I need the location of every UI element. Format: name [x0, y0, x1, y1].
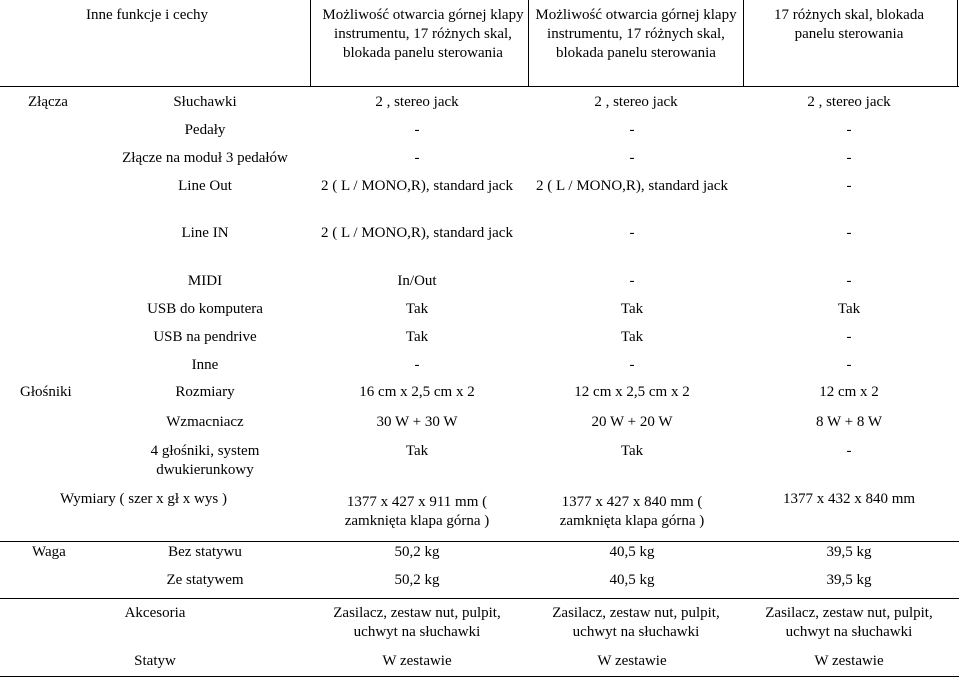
cell-bezstatywu-2: 40,5 kg — [609, 544, 655, 560]
cell-zestatywem-2: 40,5 kg — [609, 572, 655, 588]
cell-statyw-2: W zestawie — [597, 653, 667, 669]
cell-wymiary-2: 1377 x 427 x 840 mm ( zamknięta klapa górna ) — [559, 494, 705, 529]
cell-statyw-3: W zestawie — [814, 653, 884, 669]
cell-lineout-1: 2 ( L / MONO,R), standard jack — [321, 178, 513, 194]
section-label-glosniki: Głośniki — [20, 384, 72, 400]
header-divider-2 — [528, 0, 529, 86]
cell-glosniki4-3: - — [846, 443, 852, 459]
header-col3: 17 różnych skal, blokada panelu sterowania — [774, 7, 924, 42]
cell-rozmiary-2: 12 cm x 2,5 cm x 2 — [574, 384, 690, 400]
cell-wzmacniacz-2: 20 W + 20 W — [591, 414, 673, 430]
section-label-waga: Waga — [32, 544, 66, 560]
cell-inne-3: - — [846, 357, 852, 373]
cell-sluchawki-3: 2 , stereo jack — [807, 94, 891, 110]
cell-modul-2: - — [629, 150, 635, 166]
cell-usbpen-1: Tak — [405, 329, 429, 345]
cell-glosniki4-1: Tak — [405, 443, 429, 459]
cell-glosniki4-2: Tak — [620, 443, 644, 459]
cell-wzmacniacz-1: 30 W + 30 W — [376, 414, 458, 430]
row-label-usbpc: USB do komputera — [147, 301, 263, 317]
cell-akcesoria-1: Zasilacz, zestaw nut, pulpit, uchwyt na słuchawki — [333, 605, 501, 640]
cell-linein-1: 2 ( L / MONO,R), standard jack — [321, 225, 513, 241]
row-label-zestatywem: Ze statywem — [166, 572, 244, 588]
cell-statyw-1: W zestawie — [382, 653, 452, 669]
cell-rozmiary-1: 16 cm x 2,5 cm x 2 — [359, 384, 475, 400]
row-label-bezstatywu: Bez statywu — [168, 544, 242, 560]
cell-zestatywem-3: 39,5 kg — [826, 572, 872, 588]
cell-usbpen-2: Tak — [620, 329, 644, 345]
row-label-linein: Line IN — [181, 225, 229, 241]
cell-rozmiary-3: 12 cm x 2 — [819, 384, 879, 400]
cell-pedaly-2: - — [629, 122, 635, 138]
cell-linein-3: - — [846, 225, 852, 241]
row-label-modul: Złącze na moduł 3 pedałów — [122, 150, 288, 166]
row-divider — [0, 86, 959, 87]
header-divider-3 — [743, 0, 744, 86]
row-label-wzmacniacz: Wzmacniacz — [166, 414, 244, 430]
row-label-inne: Inne — [191, 357, 219, 373]
cell-lineout-2: 2 ( L / MONO,R), standard jack — [536, 178, 728, 194]
header-col2: Możliwość otwarcia górnej klapy instrumentu, 17 różnych skal, blokada panelu sterowania — [535, 7, 737, 61]
cell-wymiary-1: 1377 x 427 x 911 mm ( zamknięta klapa górna ) — [344, 494, 490, 529]
row-label-lineout: Line Out — [178, 178, 232, 194]
header-divider-4 — [957, 0, 958, 86]
row-label-wymiary: Wymiary ( szer x gł x wys ) — [60, 491, 227, 507]
cell-lineout-3: - — [846, 178, 852, 194]
cell-bezstatywu-1: 50,2 kg — [394, 544, 440, 560]
cell-midi-2: - — [629, 273, 635, 289]
row-label-midi: MIDI — [187, 273, 223, 289]
cell-akcesoria-2: Zasilacz, zestaw nut, pulpit, uchwyt na słuchawki — [552, 605, 720, 640]
cell-inne-2: - — [629, 357, 635, 373]
cell-usbpc-1: Tak — [405, 301, 429, 317]
cell-modul-1: - — [414, 150, 420, 166]
cell-usbpc-3: Tak — [837, 301, 861, 317]
cell-bezstatywu-3: 39,5 kg — [826, 544, 872, 560]
row-label-glosniki4: 4 głośniki, system dwukierunkowy — [150, 443, 260, 478]
cell-inne-1: - — [414, 357, 420, 373]
row-label-pedaly: Pedały — [184, 122, 226, 138]
cell-usbpen-3: - — [846, 329, 852, 345]
cell-wymiary-3: 1377 x 432 x 840 mm — [782, 491, 916, 507]
cell-sluchawki-1: 2 , stereo jack — [375, 94, 459, 110]
header-row-label: Inne funkcje i cechy — [86, 7, 209, 23]
cell-usbpc-2: Tak — [620, 301, 644, 317]
row-divider — [0, 598, 959, 599]
cell-sluchawki-2: 2 , stereo jack — [594, 94, 678, 110]
section-label-zlacza: Złącza — [28, 94, 68, 110]
cell-pedaly-1: - — [414, 122, 420, 138]
header-col1: Możliwość otwarcia górnej klapy instrumentu, 17 różnych skal, blokada panelu sterowania — [322, 7, 524, 61]
cell-midi-3: - — [846, 273, 852, 289]
cell-linein-2: - — [629, 225, 635, 241]
cell-modul-3: - — [846, 150, 852, 166]
row-label-sluchawki: Słuchawki — [173, 94, 237, 110]
header-divider-1 — [310, 0, 311, 86]
row-label-statyw: Statyw — [134, 653, 176, 669]
row-label-usbpen: USB na pendrive — [153, 329, 257, 345]
row-label-rozmiary: Rozmiary — [175, 384, 235, 400]
cell-wzmacniacz-3: 8 W + 8 W — [816, 414, 882, 430]
cell-akcesoria-3: Zasilacz, zestaw nut, pulpit, uchwyt na słuchawki — [765, 605, 933, 640]
cell-midi-1: In/Out — [397, 273, 437, 289]
row-label-akcesoria: Akcesoria — [124, 605, 186, 621]
row-divider — [0, 541, 959, 542]
cell-zestatywem-1: 50,2 kg — [394, 572, 440, 588]
cell-pedaly-3: - — [846, 122, 852, 138]
